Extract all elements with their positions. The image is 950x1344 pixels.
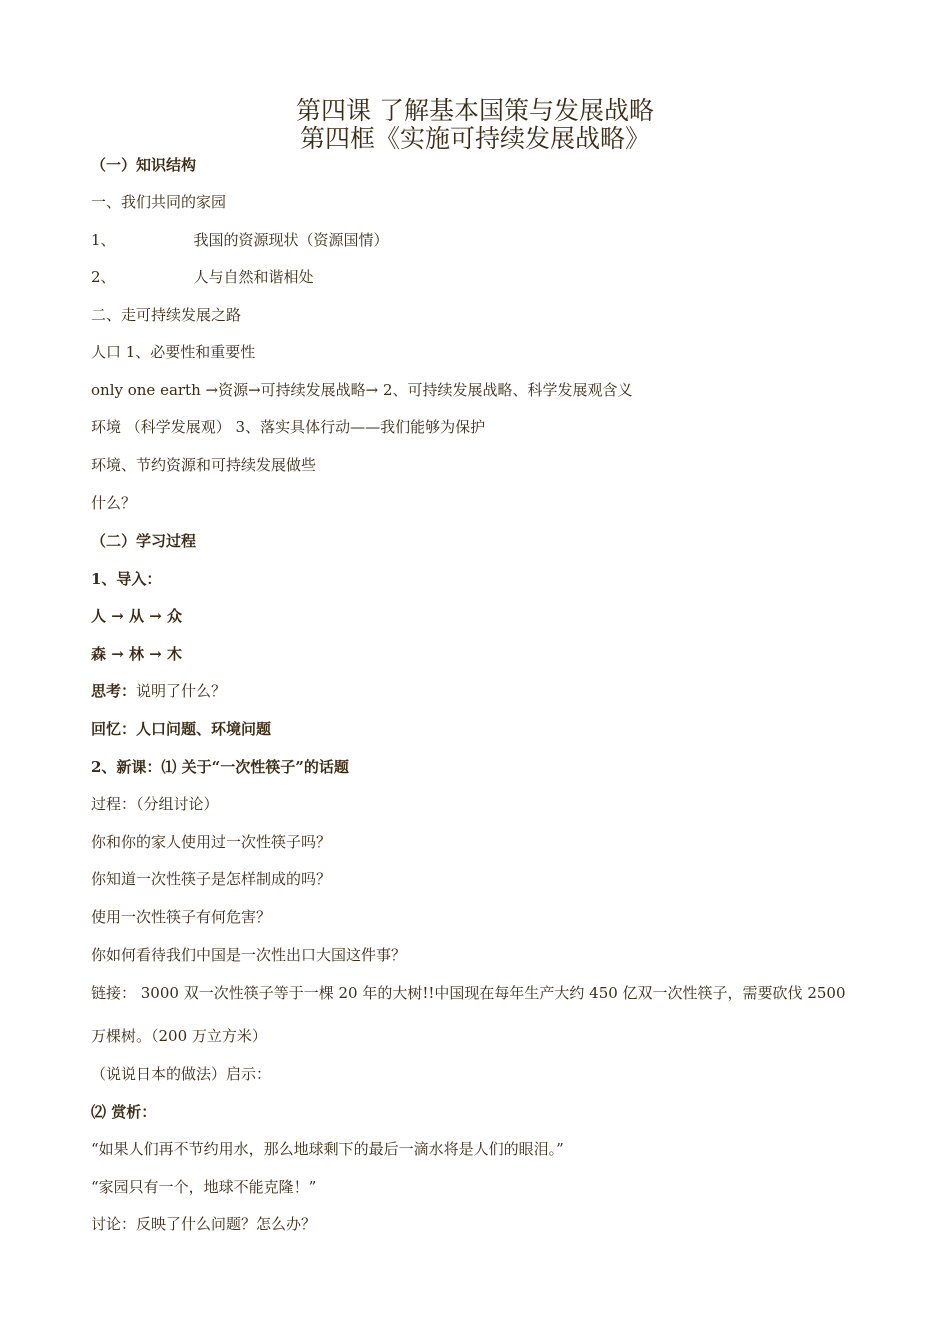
question-4: 你如何看待我们中国是一次性出口大国这件事？ [91, 946, 407, 964]
quote-home: “家园只有一个，地球不能克隆！” [91, 1178, 317, 1196]
learning-process-heading: （二）学习过程 [91, 532, 197, 550]
question-3: 使用一次性筷子有何危害？ [91, 908, 272, 926]
process-line: 过程：（分组讨论） [91, 795, 219, 813]
think-text: 说明了什么？ [136, 682, 227, 700]
recall-line: 回忆：人口问题、环境问题 [91, 720, 272, 738]
link-text-line-1: 链接： 3000 双一次性筷子等于一棵 20 年的大树!!中国现在每年生产大约 450 亿双一次性筷子，需要砍伐 2500 [91, 984, 846, 1002]
structure-subitem-1 [91, 230, 389, 250]
structure-subitem-2 [91, 267, 314, 287]
quote-water: “如果人们再不节约用水，那么地球剩下的最后一滴水将是人们的眼泪。” [91, 1140, 564, 1158]
appreciate-label: ⑵ 赏析： [91, 1103, 157, 1121]
character-chain-1: 人 → 从 → 众 [91, 607, 183, 625]
section-title: 第四框《实施可持续发展战略》 [299, 124, 650, 153]
structure-row-population: 人口 1、必要性和重要性 [91, 343, 256, 361]
subitem-1-number: 1、 [91, 231, 116, 249]
intro-label: 1、导入： [91, 570, 162, 588]
character-chain-2: 森 → 林 → 木 [91, 645, 183, 663]
lesson-title: 第四课 了解基本国策与发展战略 [296, 96, 654, 125]
japan-line: （说说日本的做法）启示： [91, 1065, 272, 1083]
question-1: 你和你的家人使用过一次性筷子吗？ [91, 833, 332, 851]
knowledge-structure-heading: （一）知识结构 [91, 156, 197, 174]
structure-row-environment: 环境 （科学发展观） 3、落实具体行动——我们能够为保护 [91, 418, 486, 436]
structure-row-what: 什么？ [91, 494, 137, 512]
structure-item-path: 二、走可持续发展之路 [91, 306, 242, 324]
discussion-line: 讨论：反映了什么问题？怎么办？ [91, 1215, 317, 1233]
structure-row-earth: only one earth →资源→可持续发展战略→ 2、可持续发展战略、科学发展观含义 [91, 381, 633, 399]
question-2: 你知道一次性筷子是怎样制成的吗？ [91, 870, 332, 888]
structure-row-continuation: 环境、节约资源和可持续发展做些 [91, 456, 317, 474]
subitem-2-number: 2、 [91, 268, 116, 286]
structure-item-home: 一、我们共同的家园 [91, 193, 227, 211]
new-lesson-line: 2、新课：⑴ 关于“一次性筷子”的话题 [91, 758, 349, 776]
link-text-line-2: 万棵树。（200 万立方米） [91, 1027, 267, 1045]
think-label: 思考： [91, 682, 137, 700]
think-line [91, 681, 226, 701]
subitem-1-text: 我国的资源现状（资源国情） [193, 231, 389, 249]
subitem-2-text: 人与自然和谐相处 [193, 268, 314, 286]
